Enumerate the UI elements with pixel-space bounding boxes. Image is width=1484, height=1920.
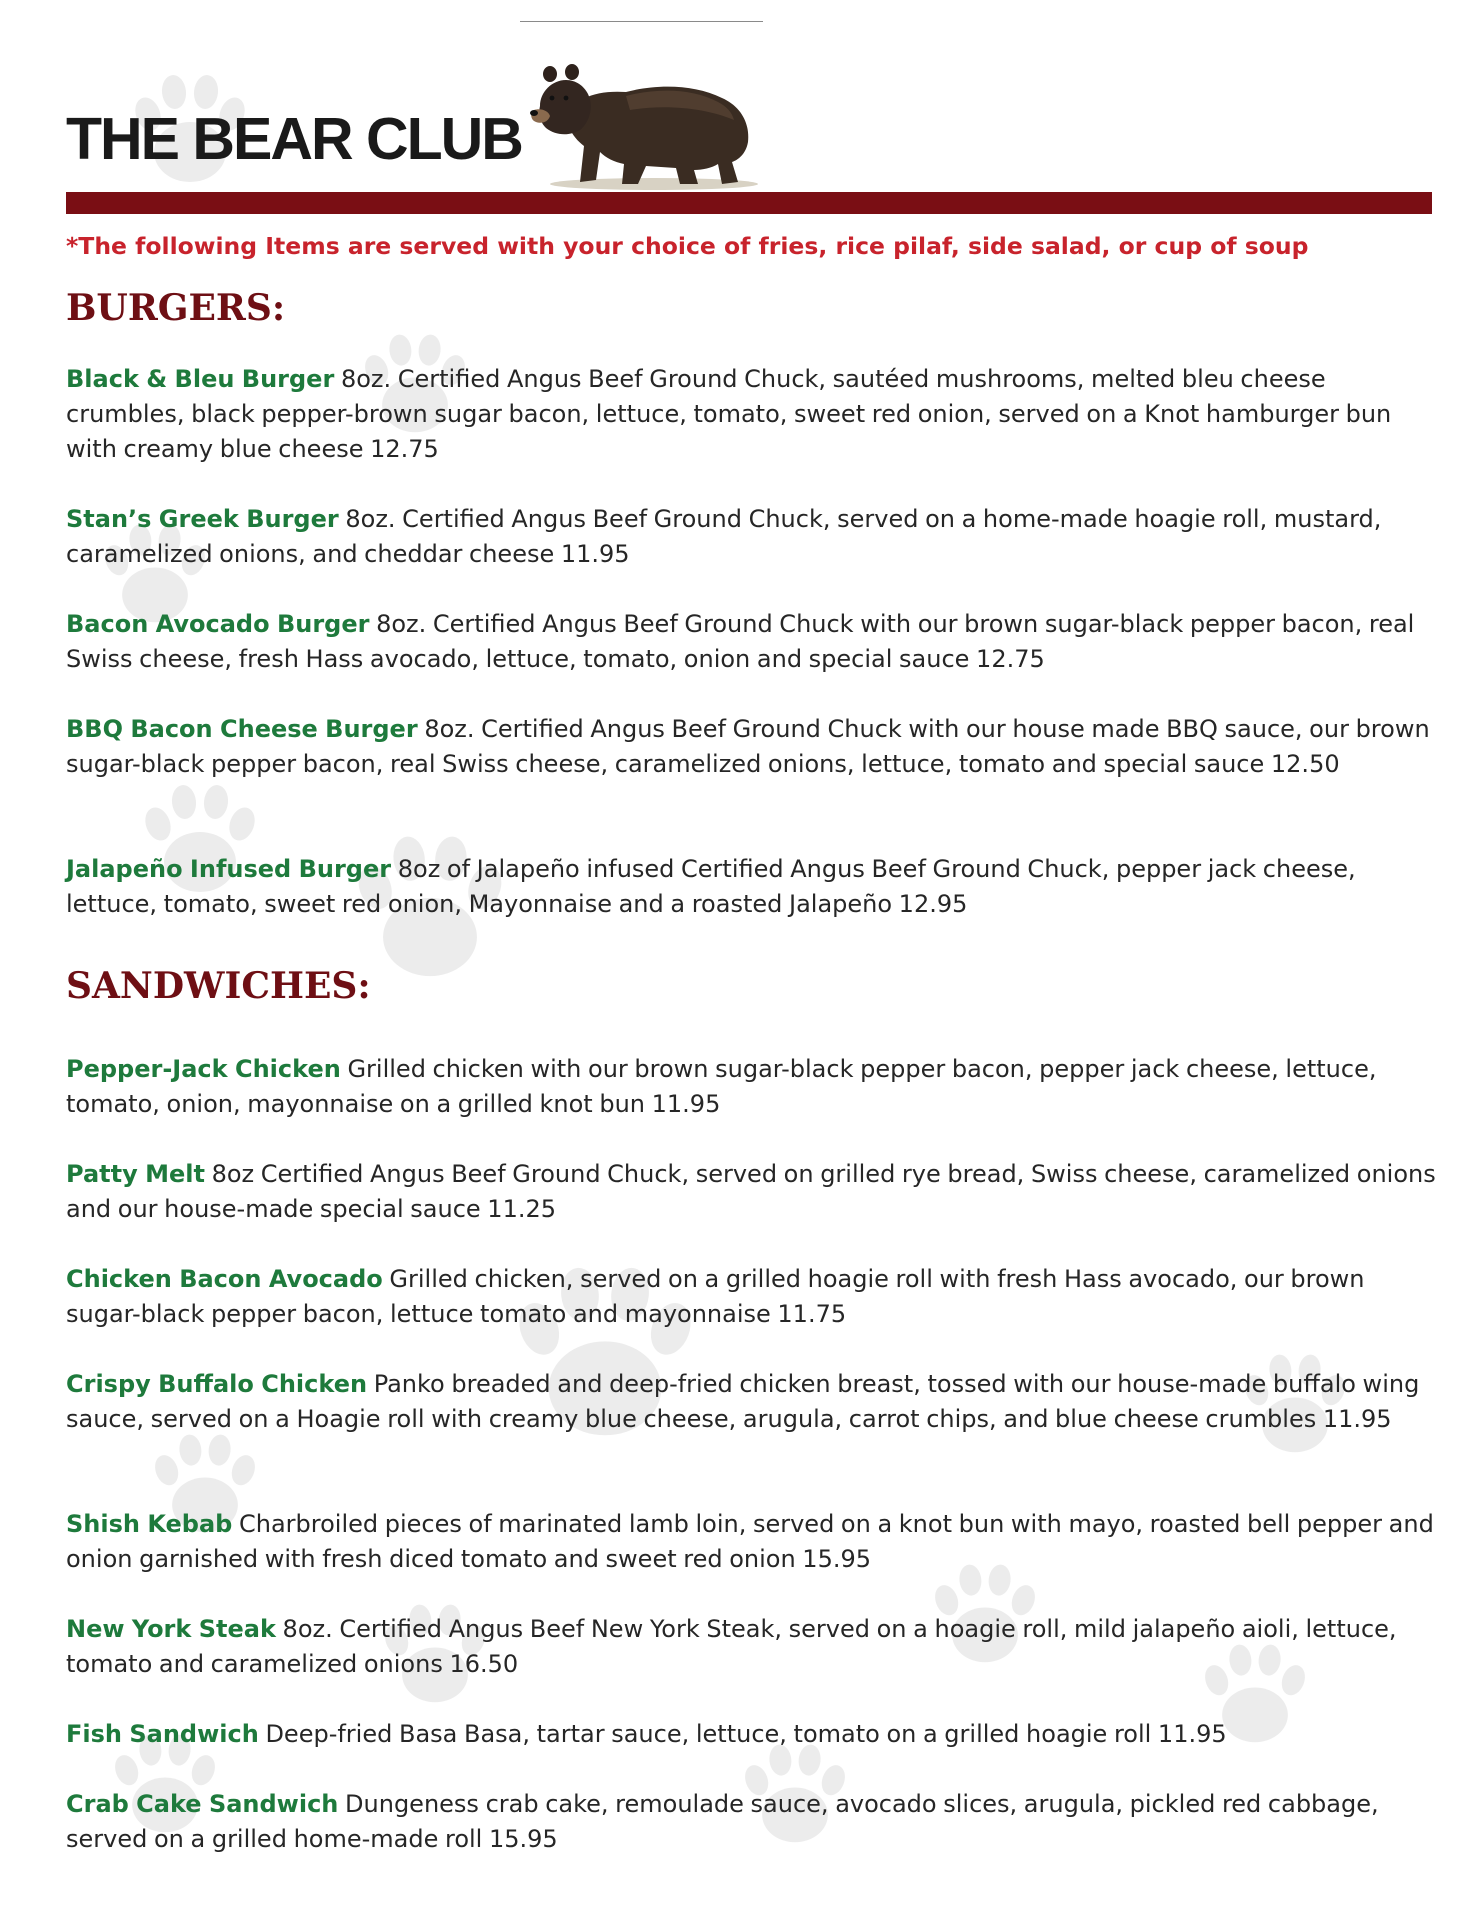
item-name: Crispy Buffalo Chicken (66, 1370, 368, 1398)
item-description: 8oz. Certified Angus Beef Ground Chuck, sautéed mushrooms, melted bleu cheese crumbles, black pepper-brown sugar bacon, lettuce, tomato, sweet red onion, served on a Knot hamburger bun with creamy blue cheese 12.75 (66, 365, 1392, 463)
item-name: New York Steak (66, 1615, 276, 1643)
menu-item (66, 1612, 1436, 1682)
item-name: Black & Bleu Burger (66, 365, 335, 393)
item-description: 8oz. Certified Angus Beef Ground Chuck, served on a home-made hoagie roll, mustard, caramelized onions, and cheddar cheese 11.95 (66, 505, 1382, 568)
item-name: Pepper-Jack Chicken (66, 1055, 341, 1083)
item-description: Deep-fried Basa Basa, tartar sauce, lettuce, tomato on a grilled hoagie roll 11.95 (265, 1720, 1227, 1748)
section-heading-sandwiches: SANDWICHES: (66, 965, 371, 1007)
item-name: Crab Cake Sandwich (66, 1790, 339, 1818)
item-name: Fish Sandwich (66, 1720, 259, 1748)
menu-item (66, 362, 1436, 467)
item-description: Panko breaded and deep-fried chicken breast, tossed with our house-made buffalo wing sauce, served on a Hoagie roll with creamy blue cheese, arugula, carrot chips, and blue cheese crumbles 11.95 (66, 1370, 1420, 1433)
menu-item (66, 852, 1436, 922)
menu-item (66, 502, 1436, 572)
item-description: 8oz of Jalapeño infused Certified Angus Beef Ground Chuck, pepper jack cheese, lettuce, tomato, sweet red onion, Mayonnaise and a roasted Jalapeño 12.95 (66, 855, 1356, 918)
side-choice-notice: *The following Items are served with your choice of fries, rice pilaf, side salad, or cup of soup (66, 232, 1309, 260)
item-name: Shish Kebab (66, 1510, 233, 1538)
item-description: 8oz. Certified Angus Beef Ground Chuck with our brown sugar-black pepper bacon, real Swiss cheese, fresh Hass avocado, lettuce, tomato, onion and special sauce 12.75 (66, 610, 1415, 673)
item-name: Chicken Bacon Avocado (66, 1265, 383, 1293)
item-name: Patty Melt (66, 1160, 205, 1188)
item-description: 8oz. Certified Angus Beef New York Steak, served on a hoagie roll, mild jalapeño aioli, lettuce, tomato and caramelized onions 16.50 (66, 1615, 1397, 1678)
menu-item (66, 1052, 1436, 1122)
section-heading-burgers: BURGERS: (66, 287, 286, 329)
menu-item (66, 1262, 1436, 1332)
header-divider-bar (66, 192, 1432, 214)
item-name: Jalapeño Infused Burger (66, 855, 392, 883)
item-description: Grilled chicken with our brown sugar-black pepper bacon, pepper jack cheese, lettuce, tomato, onion, mayonnaise on a grilled knot bun 11.95 (66, 1055, 1377, 1118)
item-description: Charbroiled pieces of marinated lamb loin, served on a knot bun with mayo, roasted bell pepper and onion garnished with fresh diced tomato and sweet red onion 15.95 (66, 1510, 1434, 1573)
item-description: Grilled chicken, served on a grilled hoagie roll with fresh Hass avocado, our brown sugar-black pepper bacon, lettuce tomato and mayonnaise 11.75 (66, 1265, 1365, 1328)
menu-item (66, 1507, 1436, 1577)
menu-item (66, 1717, 1436, 1752)
menu-item (66, 607, 1436, 677)
menu-item (66, 1367, 1436, 1437)
item-name: Stan’s Greek Burger (66, 505, 339, 533)
item-description: 8oz Certified Angus Beef Ground Chuck, served on grilled rye bread, Swiss cheese, caramelized onions and our house-made special sauce 11.25 (66, 1160, 1436, 1223)
bear-illustration-icon (526, 50, 762, 192)
menu-item (66, 1787, 1436, 1857)
item-description: 8oz. Certified Angus Beef Ground Chuck with our house made BBQ sauce, our brown sugar-black pepper bacon, real Swiss cheese, caramelized onions, lettuce, tomato and special sauce 12.50 (66, 715, 1430, 778)
item-name: Bacon Avocado Burger (66, 610, 370, 638)
top-rule (520, 21, 763, 22)
item-description: Dungeness crab cake, remoulade sauce, avocado slices, arugula, pickled red cabbage, served on a grilled home-made roll 15.95 (66, 1790, 1379, 1853)
page-title: THE BEAR CLUB (66, 106, 522, 172)
item-name: BBQ Bacon Cheese Burger (66, 715, 418, 743)
menu-item (66, 712, 1436, 782)
menu-item (66, 1157, 1436, 1227)
